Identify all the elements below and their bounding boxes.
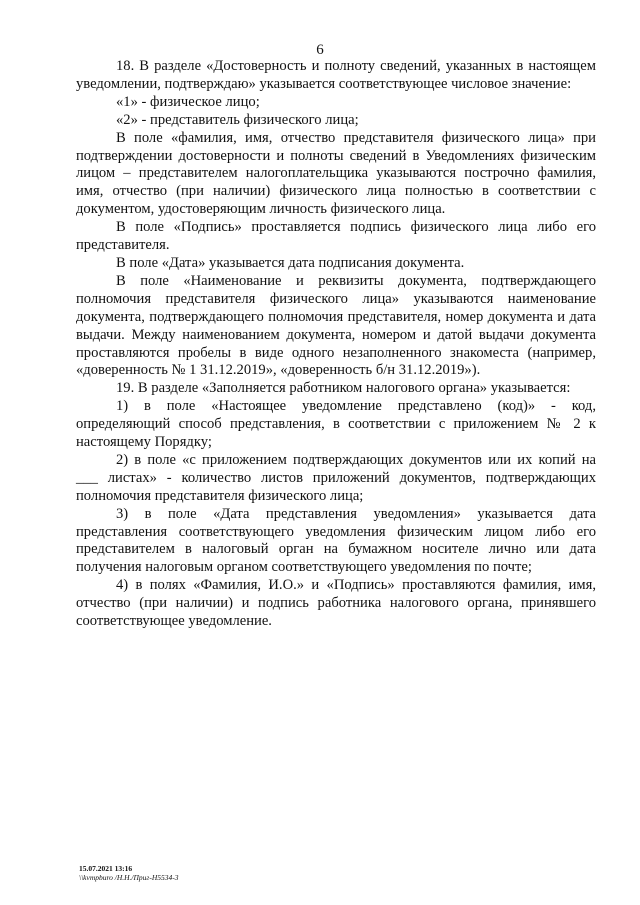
footer-file-path: \\kvmpburo /Н.Н./Приг-Н5534-3 xyxy=(79,873,179,882)
footer-date: 15.07.2021 13:16 xyxy=(79,864,133,873)
option-1: «1» - физическое лицо; xyxy=(116,93,260,110)
item-4: 4) в полях «Фамилия, И.О.» и «Подпись» проставляются фамилия, имя, отчество (при наличии) и подпись работника налогового органа, принявшего соответствующее уведомление. xyxy=(76,577,596,630)
paragraph-date: В поле «Дата» указывается дата подписания документа. xyxy=(116,254,465,271)
item-3: 3) в поле «Дата представления уведомления» указывается дата представления соответствующего уведомления физическим лицом либо его представителем в налоговый орган на бумажном носителе лично или дата получения налоговым органом соответствующего уведомления по почте; xyxy=(76,505,596,576)
paragraph-authority-document: В поле «Наименование и реквизиты документа, подтверждающего полномочия представителя физического лица» указываются наименование документа, подтверждающего полномочия представителя, номер документа и дата выдачи. Между наименованием документа, номером и датой выдачи документа проставляются пробелы в виде одного незаполненного знакоместа (например, «доверенность № 1 31.12.2019», «доверенность б/н 31.12.2019»). xyxy=(76,272,596,379)
paragraph-representative-name: В поле «фамилия, имя, отчество представителя физического лица» при подтверждении достоверности и полноты сведений в Уведомлениях физическим лицом – представителем налогоплательщика указываются построчно фамилия, имя, отчество (при наличии) физического лица полностью в соответствии с документом, удостоверяющим личность физического лица. xyxy=(76,129,596,218)
paragraph-signature: В поле «Подпись» проставляется подпись физического лица либо его представителя. xyxy=(76,219,596,254)
paragraph-18: 18. В разделе «Достоверность и полноту сведений, указанных в настоящем уведомлении, подтверждаю» указывается соответствующее числовое значение: xyxy=(76,58,596,92)
option-2: «2» - представитель физического лица; xyxy=(116,111,359,128)
item-2: 2) в поле «с приложением подтверждающих документов или их копий на ___ листах» - количество листов приложений документов, подтверждающих полномочия представителя физического лица; xyxy=(76,451,596,504)
document-body xyxy=(76,58,596,631)
item-1: 1) в поле «Настоящее уведомление представлено (код)» - код, определяющий способ представления, в соответствии с приложением № 2 к настоящему Порядку; xyxy=(76,398,596,451)
footer-stamp xyxy=(79,864,179,882)
page-number: 6 xyxy=(316,42,324,58)
paragraph-19: 19. В разделе «Заполняется работником налогового органа» указывается: xyxy=(116,380,571,397)
